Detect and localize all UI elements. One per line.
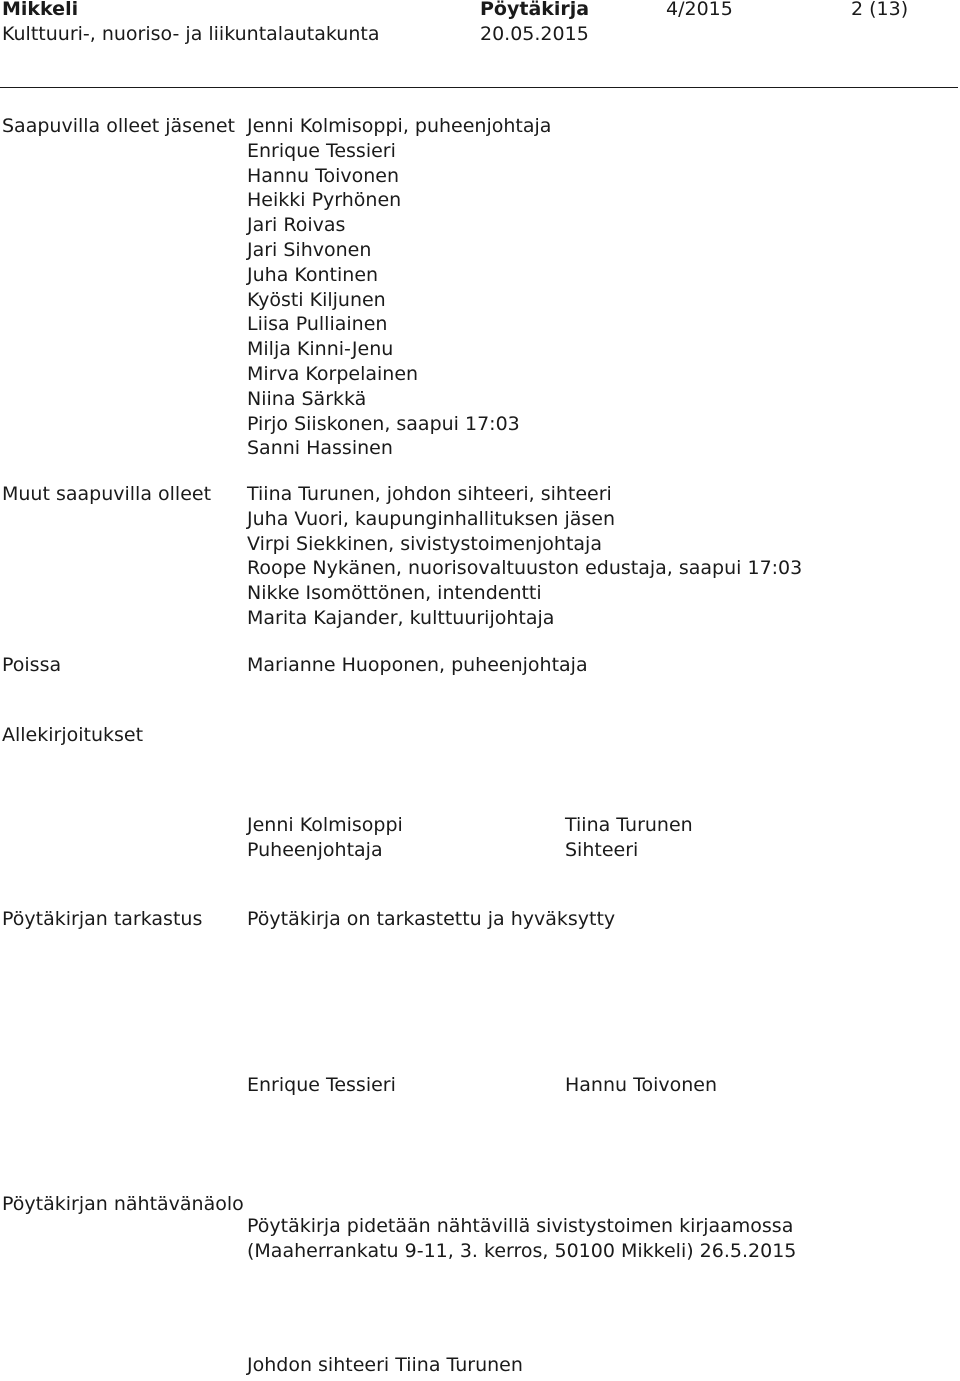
absent-label: Poissa <box>2 654 62 676</box>
header-date: 20.05.2015 <box>480 23 589 45</box>
list-item: Niina Särkkä <box>247 387 367 410</box>
other-present-list <box>247 482 802 631</box>
signature-right <box>565 813 693 863</box>
list-item: Pirjo Siiskonen, saapui 17:03 <box>247 412 520 435</box>
other-present-label: Muut saapuvilla olleet <box>2 483 212 505</box>
reviewer-1: Enrique Tessieri <box>247 1074 396 1096</box>
list-item: Sanni Hassinen <box>247 437 393 460</box>
list-item: Kyösti Kiljunen <box>247 288 386 311</box>
list-item: Marita Kajander, kulttuurijohtaja <box>247 606 555 629</box>
absent-name: Marianne Huoponen, puheenjohtaja <box>247 654 588 676</box>
list-item: Tiina Turunen, johdon sihteeri, sihteeri <box>247 483 612 505</box>
review-label: Pöytäkirjan tarkastus <box>2 908 203 930</box>
list-item: Jari Sihvonen <box>247 238 372 261</box>
display-line: (Maaherrankatu 9-11, 3. kerros, 50100 Mikkeli) 26.5.2015 <box>247 1239 797 1262</box>
review-text: Pöytäkirja on tarkastettu ja hyväksytty <box>247 908 616 930</box>
header-doc-type: Pöytäkirja <box>480 0 590 20</box>
header-city: Mikkeli <box>2 0 79 20</box>
list-item: Milja Kinni-Jenu <box>247 338 394 361</box>
list-item: Nikke Isomöttönen, intendentti <box>247 582 542 605</box>
list-item: Jari Roivas <box>247 214 346 237</box>
display-label: Pöytäkirjan nähtävänäolo <box>2 1193 244 1215</box>
reviewer-2: Hannu Toivonen <box>565 1074 718 1096</box>
header-committee: Kulttuuri-, nuoriso- ja liikuntalautakunta <box>2 23 380 45</box>
header-divider <box>0 87 958 88</box>
signature-name: Tiina Turunen <box>565 814 693 836</box>
list-item: Juha Kontinen <box>247 263 379 286</box>
header-number: 4/2015 <box>666 0 733 20</box>
display-text <box>247 1214 796 1264</box>
list-item: Roope Nykänen, nuorisovaltuuston edustaja, saapui 17:03 <box>247 557 803 580</box>
list-item: Hannu Toivonen <box>247 164 400 187</box>
footer-signer: Johdon sihteeri Tiina Turunen <box>247 1354 523 1376</box>
signature-role: Puheenjohtaja <box>247 838 383 861</box>
list-item: Liisa Pulliainen <box>247 313 388 336</box>
present-members-list <box>247 114 551 461</box>
list-item: Juha Vuori, kaupunginhallituksen jäsen <box>247 507 616 530</box>
header-page: 2 (13) <box>851 0 909 20</box>
list-item: Heikki Pyrhönen <box>247 189 402 212</box>
signatures-label: Allekirjoitukset <box>2 724 144 746</box>
list-item: Jenni Kolmisoppi, puheenjohtaja <box>247 115 552 137</box>
signature-name: Jenni Kolmisoppi <box>247 814 403 836</box>
signature-left <box>247 813 403 863</box>
list-item: Enrique Tessieri <box>247 139 396 162</box>
signature-role: Sihteeri <box>565 838 639 861</box>
list-item: Mirva Korpelainen <box>247 362 419 385</box>
list-item: Virpi Siekkinen, sivistystoimenjohtaja <box>247 532 602 555</box>
display-line: Pöytäkirja pidetään nähtävillä sivistystoimen kirjaamossa <box>247 1215 794 1237</box>
present-members-label: Saapuvilla olleet jäsenet <box>2 115 235 137</box>
